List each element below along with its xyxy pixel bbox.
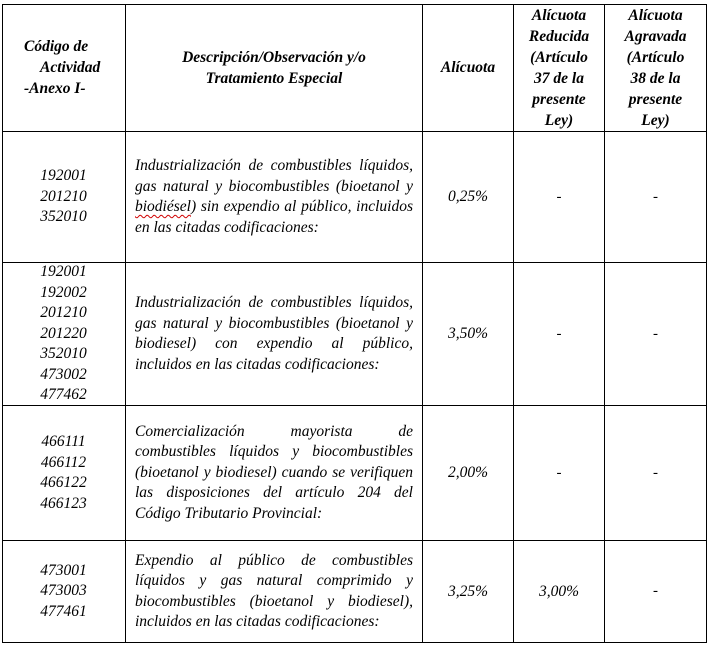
activity-code: 473001	[40, 561, 87, 579]
description-text-end: ) sin expendio al público, incluidos en las citadas codificaciones:	[135, 198, 413, 236]
rate-value: 3,50%	[447, 325, 489, 342]
activity-code: 473003	[40, 582, 87, 600]
aggravated-rate-value: -	[653, 188, 658, 205]
activity-code: 477462	[40, 386, 87, 404]
header-aggravated-line: Agravada	[624, 27, 687, 45]
header-reduced-rate	[514, 4, 605, 132]
description-text-start: Industrialización de combustibles líquidos, gas natural y biocombustibles (bioetanol y	[135, 157, 413, 195]
header-reduced-line: presente	[532, 90, 586, 108]
reduced-rate-value: 3,00%	[538, 582, 580, 600]
activity-code: 473002	[40, 365, 87, 383]
activity-code: 352010	[40, 345, 87, 363]
table-row-2-reduced	[514, 263, 605, 406]
header-code	[2, 4, 126, 132]
rate-value: 3,25%	[447, 582, 489, 600]
header-reduced-line: Reducida	[528, 27, 590, 45]
table-row-2-codes	[2, 263, 126, 406]
header-aggravated-rate	[605, 4, 707, 132]
activity-code: 192001	[40, 167, 87, 185]
activity-code: 477461	[40, 602, 87, 620]
table-row-3-reduced	[514, 406, 605, 541]
tax-rate-table	[2, 4, 707, 643]
description-text: Industrialización de combustibles líquidos, gas natural y biocombustibles (bioetanol y biodiesel) con expendio al público, incluidos en las citadas codificaciones:	[135, 294, 413, 373]
header-reduced-line: Ley)	[544, 111, 574, 129]
header-description	[126, 4, 423, 132]
header-rate	[423, 4, 514, 132]
activity-code: 466123	[40, 494, 87, 512]
table-row-3-description	[126, 406, 423, 541]
activity-code: 201220	[40, 324, 87, 342]
header-aggravated-line: 38 de la	[630, 69, 681, 87]
header-reduced-line: Alícuota	[531, 6, 587, 24]
header-aggravated-line: (Artículo	[626, 48, 685, 66]
activity-code: 192001	[40, 263, 87, 281]
table-row-4-description	[126, 541, 423, 643]
table-row-3-aggravated	[605, 406, 707, 541]
description-text: Comercialización mayorista de combustibles líquidos y biocombustibles (bioetanol y biodiesel) cuando se verifiquen las disposiciones del artículo 204 del Código Tributario Provincial:	[135, 422, 413, 522]
aggravated-rate-value: -	[653, 583, 658, 599]
header-code-line: -Anexo I-	[24, 80, 86, 97]
header-reduced-line: (Artículo	[530, 48, 588, 66]
header-code-line: Código de	[24, 38, 89, 55]
table-row-4-rate	[423, 541, 514, 643]
reduced-rate-value: -	[556, 464, 562, 481]
activity-code: 201210	[40, 187, 87, 205]
table-row-1-codes	[2, 132, 126, 263]
aggravated-rate-value: -	[653, 464, 658, 481]
table-row-1-reduced	[514, 132, 605, 263]
header-description-line: Tratamiento Especial	[205, 69, 343, 87]
table-row-4-aggravated	[605, 541, 707, 643]
table-row-2-aggravated	[605, 263, 707, 406]
header-aggravated-line: Alícuota	[628, 6, 683, 24]
header-aggravated-line: presente	[628, 90, 683, 108]
table-row-1-rate	[423, 132, 514, 263]
activity-code: 192002	[40, 283, 87, 301]
table-row-2-rate	[423, 263, 514, 406]
rate-value: 2,00%	[447, 464, 489, 481]
table-row-2-description	[126, 263, 423, 406]
description-text: Expendio al público de combustibles líquidos y gas natural comprimido y biocombustibles (bioetanol y biodiesel), incluidos en las citadas codificaciones:	[135, 551, 413, 630]
header-rate-label: Alícuota	[440, 59, 496, 76]
reduced-rate-value: -	[556, 188, 562, 205]
table-row-3-rate	[423, 406, 514, 541]
header-code-line: Actividad	[40, 59, 101, 76]
table-row-4-reduced	[514, 541, 605, 643]
reduced-rate-value: -	[556, 325, 562, 342]
spellcheck-flagged-word[interactable]: biodiésel	[135, 198, 191, 215]
table-row-3-codes	[2, 406, 126, 541]
header-aggravated-line: Ley)	[641, 111, 670, 129]
table-row-4-codes	[2, 541, 126, 643]
activity-code: 466112	[40, 453, 87, 471]
activity-code: 466111	[41, 433, 86, 450]
activity-code: 466122	[40, 474, 87, 491]
rate-value: 0,25%	[447, 188, 489, 205]
activity-code: 352010	[40, 208, 87, 226]
header-description-line: Descripción/Observación y/o	[182, 48, 366, 66]
aggravated-rate-value: -	[653, 325, 658, 342]
activity-code: 201210	[40, 304, 87, 322]
table-row-1-aggravated	[605, 132, 707, 263]
header-reduced-line: 37 de la	[534, 69, 584, 87]
table-row-1-description	[126, 132, 423, 263]
